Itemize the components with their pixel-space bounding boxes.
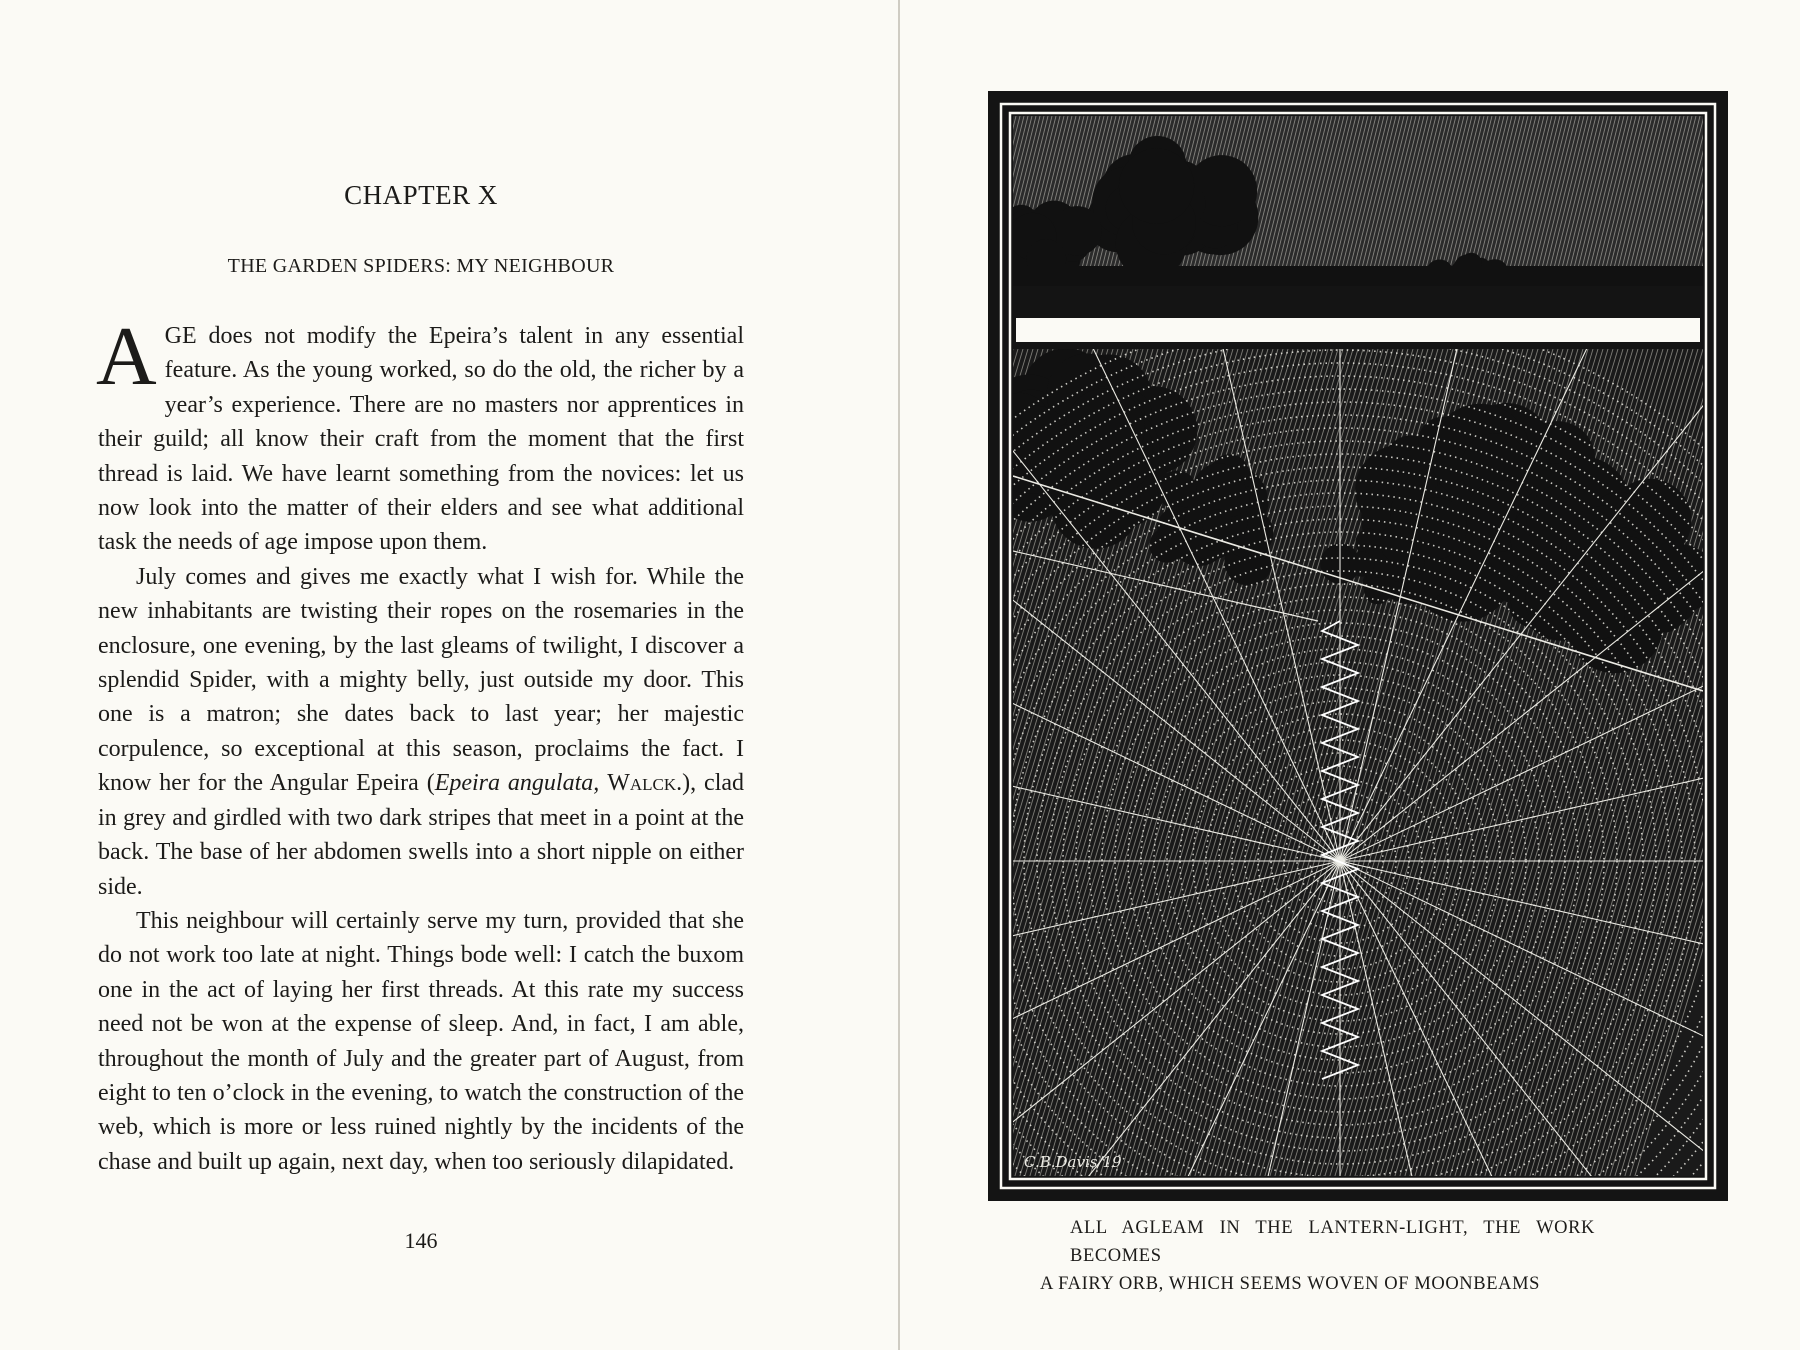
tree-foliage	[1051, 459, 1141, 549]
author-abbrev: Walck.	[607, 770, 683, 797]
tree-line	[1013, 266, 1703, 286]
caption-line-1: ALL AGLEAM IN THE LANTERN-LIGHT, THE WORK BECOMES	[1070, 1218, 1595, 1266]
artist-signature: C.B.Davis/19	[1024, 1153, 1122, 1171]
drop-cap: A	[96, 310, 157, 403]
paragraph-1-text: GE does not modify the Epeira’s talent in any essential feature. As the young worked, so do the old, the richer by a year’s experience. There are no masters nor apprentices in their guild; all know their craft from the moment that the first thread is laid. We have learnt something from the novices: let us now look into the matter of their elders and see what additional task the needs of age impose upon them.	[98, 323, 744, 556]
illustration-plate	[988, 91, 1728, 1201]
paragraph-2-text: July comes and gives me exactly what I wish for. While the new inhabitants are twisting their ropes on the rosemaries in the enclosure, one evening, by the last gleams of twilight, I discover a splendid Spider, with a mighty belly, just outside my door. This one is a matron; she dates back to last year; her majestic corpulence, so exceptional at this season, proclaims the fact. I know her for the Angular Epeira (	[98, 563, 744, 797]
spider-web-illustration	[988, 91, 1728, 1201]
tree-foliage	[1380, 522, 1421, 563]
body-text	[96, 310, 745, 1179]
chapter-title: CHAPTER X	[344, 180, 498, 210]
page-number: 146	[404, 1228, 438, 1253]
species-name: Epeira angulata,	[434, 770, 600, 797]
tree-foliage	[1598, 536, 1653, 591]
space	[599, 770, 607, 796]
paragraph-2-text-end: ), clad in grey and girdled with two dark stripes that meet in a point at the back. The base of her abdomen swells into a short nipple on either side.	[98, 770, 745, 900]
paragraph-3	[98, 904, 744, 1179]
tree-foliage	[1202, 510, 1232, 540]
caption-line-2: A FAIRY ORB, WHICH SEEMS WOVEN OF MOONBEAMS	[1040, 1274, 1541, 1294]
chapter-subtitle: THE GARDEN SPIDERS: MY NEIGHBOUR	[227, 255, 615, 277]
tree-foliage	[1575, 589, 1625, 639]
paragraph-2	[98, 560, 744, 904]
tree-foliage	[1364, 577, 1391, 604]
paragraph-1	[96, 310, 744, 560]
tree-foliage	[1119, 149, 1194, 224]
tree-foliage	[1349, 552, 1374, 577]
paragraph-3-text: This neighbour will certainly serve my turn, provided that she do not work too late at night. Things bode well: I catch the buxom one in the act of laying her first threads. At this rate my success need not be won at the expense of sleep. And, in fact, I am able, throughout the month of July and the greater part of August, from eight to ten o’clock in the evening, to watch the construction of the web, which is more or less ruined nightly by the incidents of the chase and built up again, next day, when too seriously dilapidated.	[98, 907, 744, 1175]
right-page	[900, 0, 1800, 1350]
illustration-caption	[1040, 1214, 1595, 1298]
white-band	[1015, 317, 1701, 343]
left-page	[0, 0, 898, 1350]
